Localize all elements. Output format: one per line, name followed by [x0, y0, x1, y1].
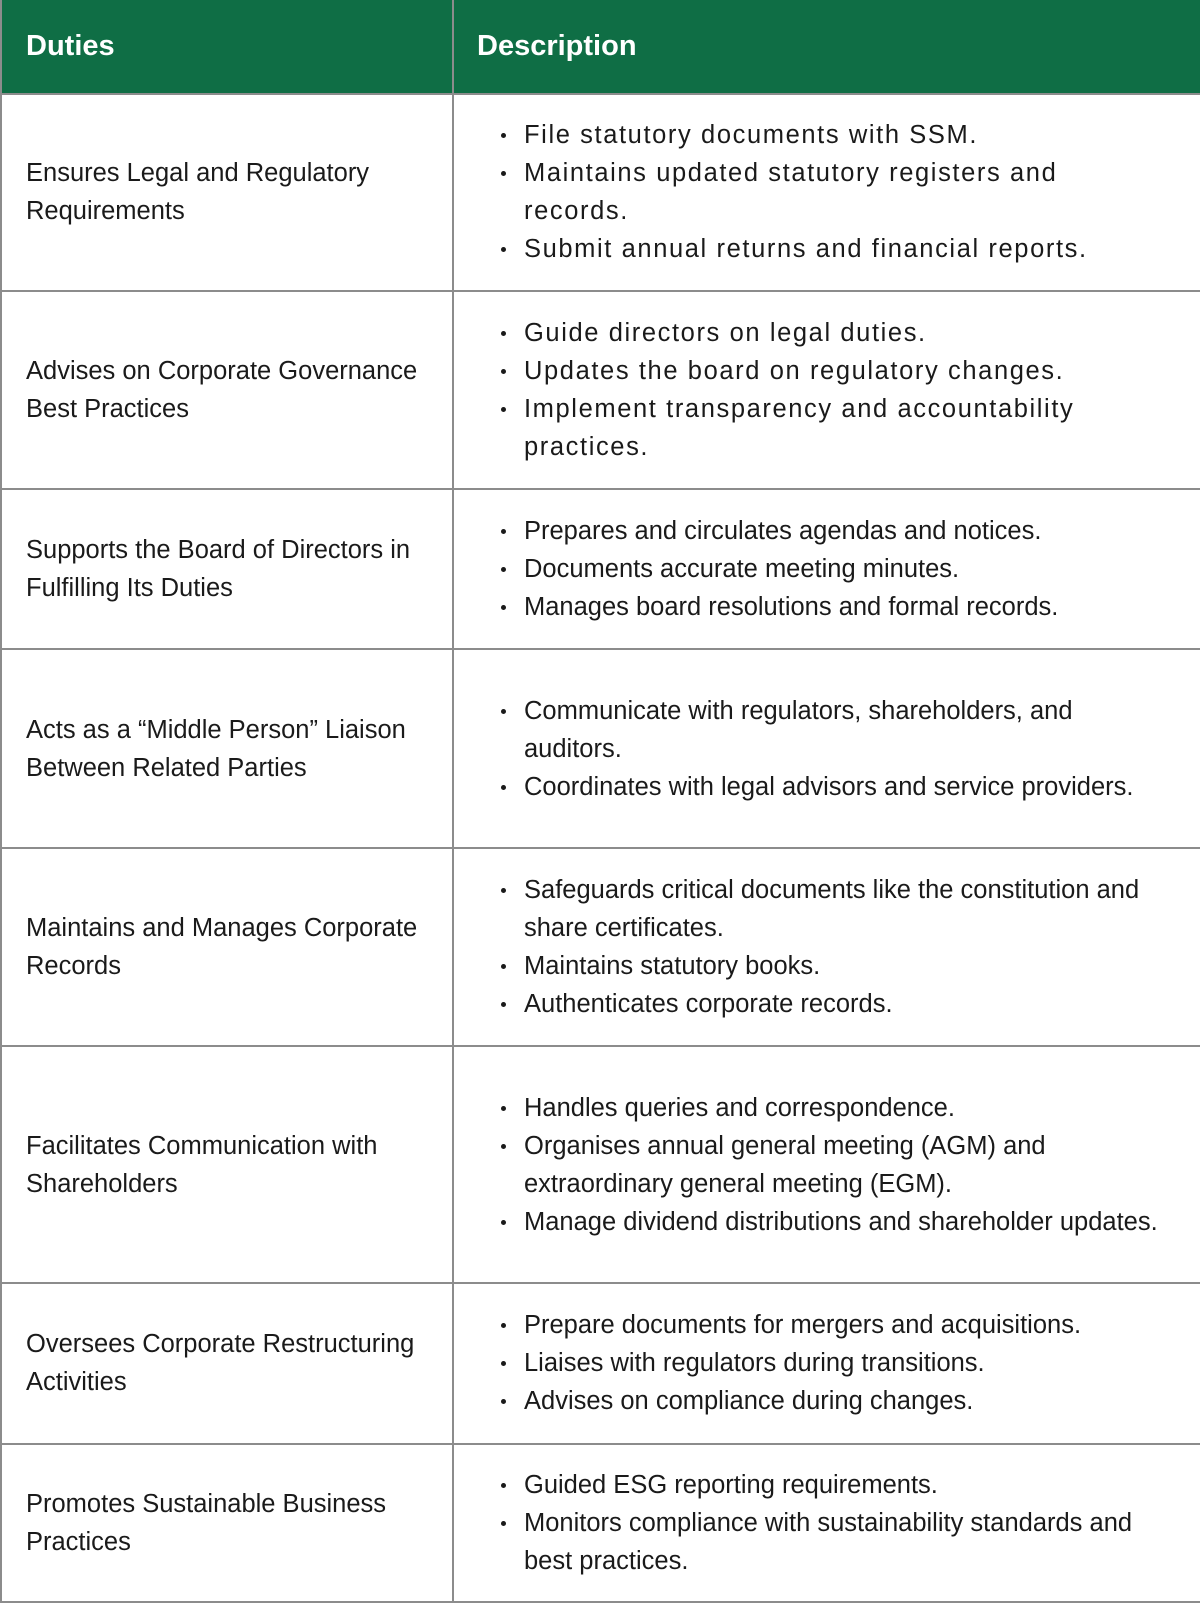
- description-cell: [453, 848, 1200, 1047]
- duty-cell: Supports the Board of Directors in Fulfilling Its Duties: [1, 489, 453, 649]
- description-list: [500, 1466, 1170, 1580]
- duty-cell: Maintains and Manages Corporate Records: [1, 848, 453, 1047]
- table-row: [1, 489, 1200, 649]
- description-list: [500, 116, 1170, 268]
- description-item: Prepares and circulates agendas and notices.: [524, 512, 1170, 550]
- description-list: [500, 1089, 1170, 1241]
- description-cell: [453, 1444, 1200, 1602]
- description-item: Manages board resolutions and formal records.: [524, 588, 1170, 626]
- description-column-header: Description: [453, 0, 1200, 94]
- description-cell: [453, 94, 1200, 291]
- duty-cell: Acts as a “Middle Person” Liaison Between Related Parties: [1, 649, 453, 848]
- description-item: Documents accurate meeting minutes.: [524, 550, 1170, 588]
- description-item: Prepare documents for mergers and acquisitions.: [524, 1306, 1170, 1344]
- table-row: [1, 649, 1200, 848]
- description-item: Maintains statutory books.: [524, 947, 1170, 985]
- description-item: Coordinates with legal advisors and service providers.: [524, 768, 1170, 806]
- table-row: [1, 291, 1200, 490]
- duties-column-header: Duties: [1, 0, 453, 94]
- description-cell: [453, 1283, 1200, 1443]
- description-item: Safeguards critical documents like the constitution and share certificates.: [524, 871, 1170, 947]
- description-item: Manage dividend distributions and shareholder updates.: [524, 1203, 1170, 1241]
- description-list: [500, 1306, 1170, 1420]
- description-item: File statutory documents with SSM.: [524, 116, 1170, 154]
- description-item: Guide directors on legal duties.: [524, 314, 1170, 352]
- description-item: Guided ESG reporting requirements.: [524, 1466, 1170, 1504]
- description-item: Liaises with regulators during transitions.: [524, 1344, 1170, 1382]
- description-item: Updates the board on regulatory changes.: [524, 352, 1170, 390]
- duty-cell: Facilitates Communication with Shareholders: [1, 1046, 453, 1283]
- description-cell: [453, 1046, 1200, 1283]
- description-item: Maintains updated statutory registers and records.: [524, 154, 1170, 230]
- description-list: [500, 512, 1170, 626]
- duty-cell: Ensures Legal and Regulatory Requirements: [1, 94, 453, 291]
- table-row: [1, 1444, 1200, 1602]
- table-row: [1, 848, 1200, 1047]
- description-cell: [453, 291, 1200, 490]
- table-row: [1, 94, 1200, 291]
- description-item: Handles queries and correspondence.: [524, 1089, 1170, 1127]
- description-item: Organises annual general meeting (AGM) and extraordinary general meeting (EGM).: [524, 1127, 1170, 1203]
- description-item: Submit annual returns and financial reports.: [524, 230, 1170, 268]
- description-item: Authenticates corporate records.: [524, 985, 1170, 1023]
- description-item: Advises on compliance during changes.: [524, 1382, 1170, 1420]
- description-item: Implement transparency and accountability practices.: [524, 390, 1170, 466]
- table-row: [1, 1046, 1200, 1283]
- description-item: Monitors compliance with sustainability standards and best practices.: [524, 1504, 1170, 1580]
- description-list: [500, 692, 1170, 806]
- description-cell: [453, 649, 1200, 848]
- table-row: [1, 1283, 1200, 1443]
- description-list: [500, 314, 1170, 466]
- duty-cell: Oversees Corporate Restructuring Activities: [1, 1283, 453, 1443]
- duty-cell: Advises on Corporate Governance Best Practices: [1, 291, 453, 490]
- duty-cell: Promotes Sustainable Business Practices: [1, 1444, 453, 1602]
- description-cell: [453, 489, 1200, 649]
- description-list: [500, 871, 1170, 1023]
- table-header-row: [1, 0, 1200, 94]
- description-item: Communicate with regulators, shareholders, and auditors.: [524, 692, 1170, 768]
